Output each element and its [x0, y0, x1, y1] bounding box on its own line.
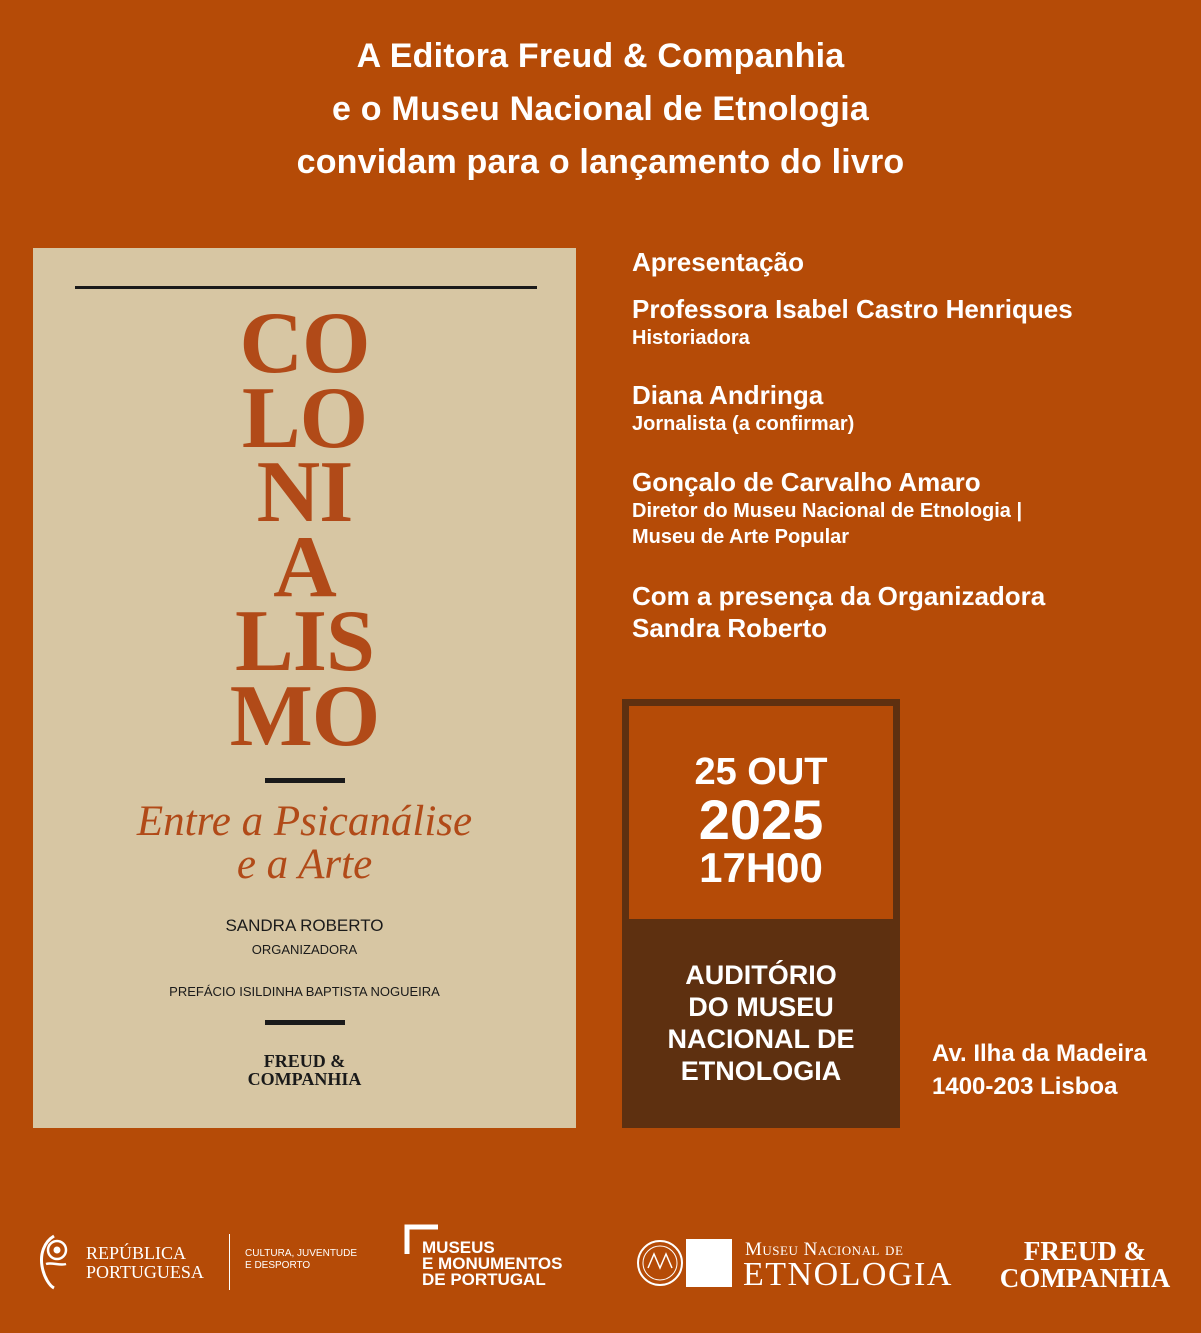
book-preface: PREFÁCIO ISILDINHA BAPTISTA NOGUEIRA: [169, 984, 440, 999]
mne-line-1: Museu Nacional de: [745, 1239, 904, 1260]
ministry-line-1: CULTURA, JUVENTUDE: [245, 1248, 358, 1259]
presentation-section: [632, 246, 1192, 644]
speaker-name: Diana Andringa: [632, 380, 824, 410]
book-author: SANDRA ROBERTO: [225, 916, 384, 935]
ministry-line-2: E DESPORTO: [245, 1260, 311, 1271]
speaker-name: Gonçalo de Carvalho Amaro: [632, 467, 981, 497]
header-line-3: convidam para o lançamento do livro: [296, 143, 905, 181]
fc-line-1: FREUD &: [1023, 1236, 1147, 1266]
book-title-line: LO: [241, 369, 368, 467]
republica-emblem-icon: [36, 1234, 72, 1290]
fc-line-2: COMPANHIA: [999, 1263, 1171, 1293]
speaker-role: Diretor do Museu Nacional de Etnologia |: [632, 500, 1023, 522]
book-title-line: CO: [239, 295, 370, 392]
cover-publisher-line-2: COMPANHIA: [247, 1069, 362, 1089]
venue-line: ETNOLOGIA: [680, 1056, 842, 1086]
speaker-item: [632, 379, 1192, 437]
book-title-line: A: [273, 518, 336, 616]
speaker-role: Historiadora: [632, 327, 750, 349]
cover-top-rule: [75, 286, 537, 289]
speaker-item: [632, 466, 1192, 550]
presence-line-2: Sandra Roberto: [632, 613, 828, 643]
presence-line-1: Com a presença da Organizadora: [632, 581, 1046, 611]
book-title: [33, 295, 576, 765]
mmp-line-3: DE PORTUGAL: [422, 1270, 546, 1289]
book-cover: [33, 248, 576, 1128]
mmp-text: [422, 1240, 562, 1288]
event-info-box: [622, 699, 900, 1128]
event-time: 17H00: [699, 844, 823, 891]
address-line-1: Av. Ilha da Madeira: [932, 1040, 1147, 1067]
cover-publisher-line-1: FREUD &: [263, 1051, 346, 1071]
speaker-item: [632, 293, 1192, 351]
ministry-text: [245, 1248, 357, 1272]
book-subtitle-line-1: Entre a Psicanálise: [136, 798, 473, 845]
event-venue: [622, 959, 900, 1087]
event-year: 2025: [698, 788, 824, 851]
header-line-2: e o Museu Nacional de Etnologia: [331, 90, 870, 128]
republica-line-2: PORTUGUESA: [86, 1262, 204, 1282]
speaker-role: Jornalista (a confirmar): [632, 413, 855, 435]
event-datetime: [629, 706, 893, 919]
mne-seal-icon: [636, 1238, 734, 1288]
republica-line-1: REPÚBLICA: [86, 1243, 187, 1263]
address-line-2: 1400-203 Lisboa: [932, 1073, 1118, 1100]
invitation-header: [0, 30, 1201, 189]
book-subtitle: [33, 800, 576, 886]
event-date: 25 OUT: [694, 751, 828, 793]
freud-companhia-logo: [990, 1238, 1180, 1292]
book-author-role: ORGANIZADORA: [251, 942, 358, 957]
book-title-line: NI: [256, 444, 353, 541]
logo-divider: [229, 1234, 230, 1290]
mmp-line-1: MUSEUS: [422, 1238, 495, 1257]
cover-middle-rule: [265, 778, 345, 783]
speaker-role-continued: Museu de Arte Popular: [632, 526, 850, 548]
book-subtitle-line-2: e a Arte: [236, 841, 373, 888]
cover-publisher-logo: [33, 1052, 576, 1088]
presentation-heading: Apresentação: [632, 247, 804, 277]
cover-lower-rule: [265, 1020, 345, 1025]
speaker-name: Professora Isabel Castro Henriques: [632, 294, 1073, 324]
mmp-line-2: E MONUMENTOS: [422, 1254, 563, 1273]
venue-line: NACIONAL DE: [667, 1024, 855, 1054]
book-title-line: LIS: [235, 593, 374, 690]
book-title-line: MO: [229, 667, 380, 765]
republica-text: [86, 1244, 204, 1282]
header-line-1: A Editora Freud & Companhia: [356, 37, 845, 75]
event-address: [932, 1037, 1147, 1103]
venue-line: AUDITÓRIO: [685, 960, 837, 990]
mne-line-2: ETNOLOGIA: [743, 1256, 953, 1293]
venue-line: DO MUSEU: [688, 992, 834, 1022]
